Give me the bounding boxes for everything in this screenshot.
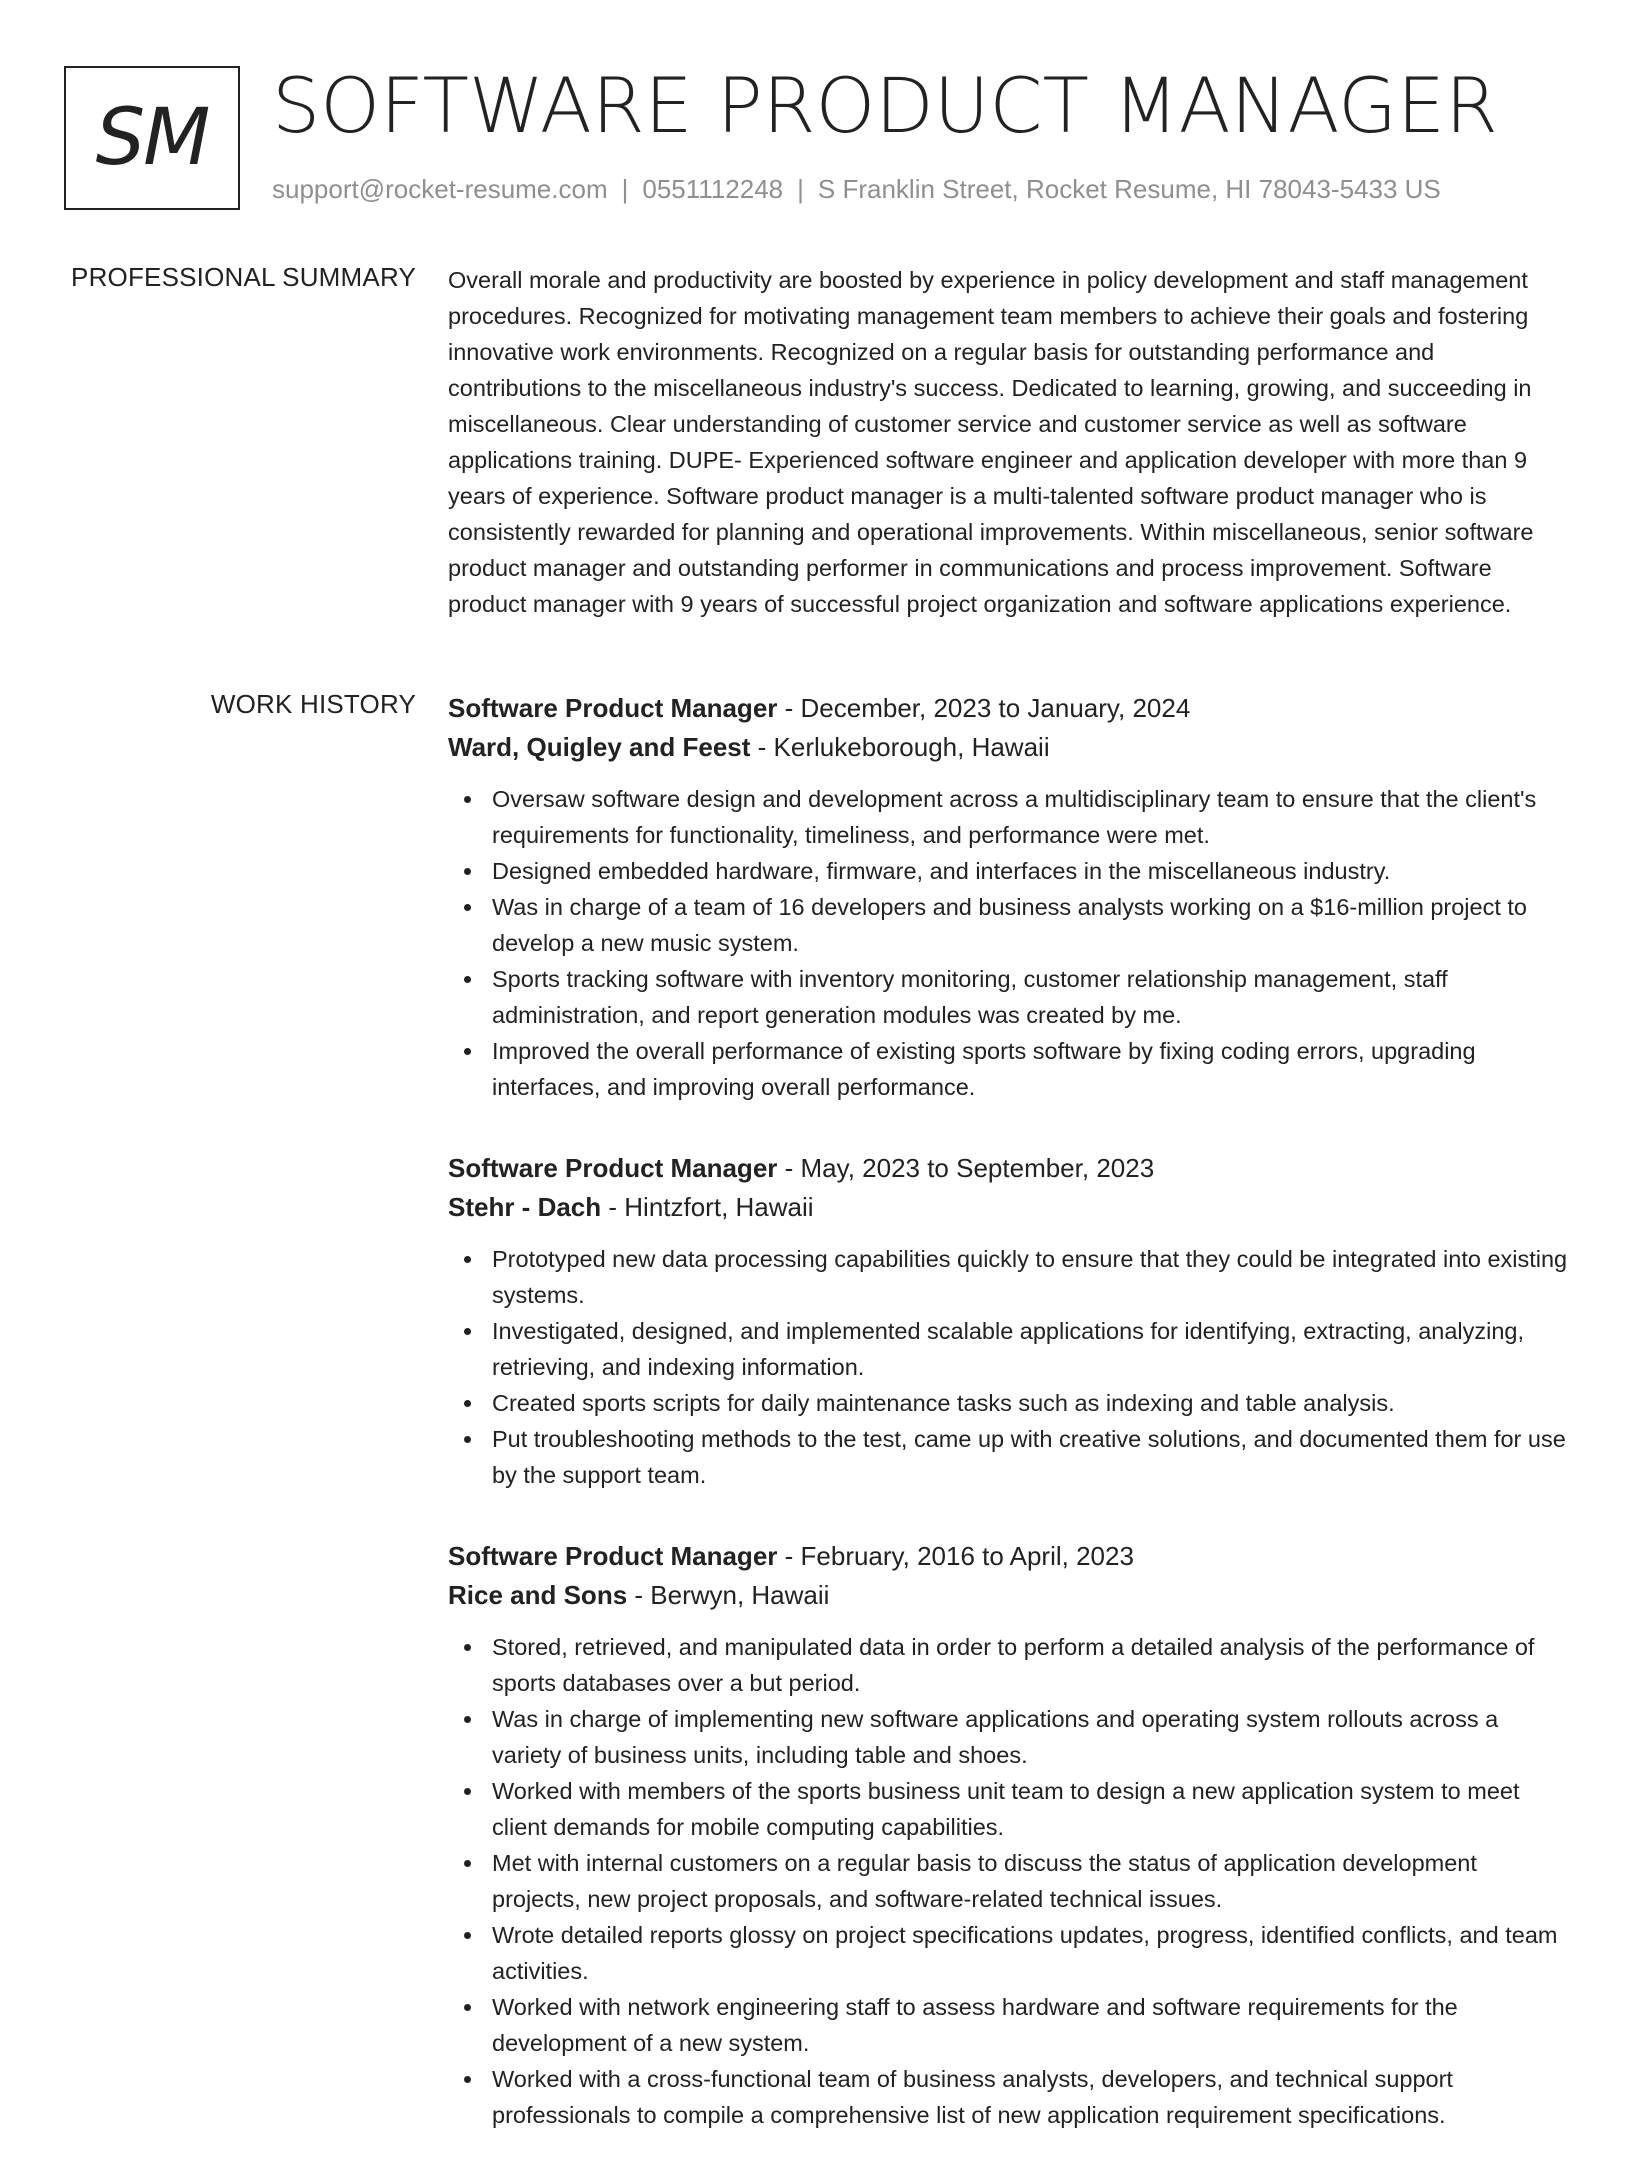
job-dates: - May, 2023 to September, 2023 bbox=[777, 1153, 1155, 1183]
job-bullet: Created sports scripts for daily maintenance tasks such as indexing and table analysis. bbox=[448, 1385, 1572, 1421]
contact-separator: | bbox=[797, 174, 804, 204]
job-company-line bbox=[448, 728, 1572, 767]
job-bullet-list bbox=[448, 781, 1572, 1105]
job-location: - Kerlukeborough, Hawaii bbox=[750, 732, 1050, 762]
job-company: Stehr - Dach bbox=[448, 1192, 602, 1222]
job-title: Software Product Manager bbox=[448, 1541, 778, 1571]
job-entry bbox=[448, 1149, 1572, 1493]
monogram-logo: SM bbox=[64, 66, 240, 210]
job-bullet: Worked with members of the sports business unit team to design a new application system to meet client demands for mobile computing capabilities. bbox=[448, 1773, 1572, 1845]
job-bullet: Wrote detailed reports glossy on project specifications updates, progress, identified conflicts, and team activities. bbox=[448, 1917, 1572, 1989]
section-label-summary: PROFESSIONAL SUMMARY bbox=[71, 262, 416, 292]
contact-phone[interactable]: 0551112248 bbox=[642, 174, 784, 204]
job-entry bbox=[448, 689, 1572, 1105]
job-dates: - December, 2023 to January, 2024 bbox=[777, 693, 1191, 723]
job-bullet: Designed embedded hardware, firmware, and interfaces in the miscellaneous industry. bbox=[448, 853, 1572, 889]
job-title: Software Product Manager bbox=[448, 1153, 778, 1183]
job-company: Rice and Sons bbox=[448, 1580, 628, 1610]
job-location: - Berwyn, Hawaii bbox=[627, 1580, 830, 1610]
job-bullet: Worked with a cross-functional team of business analysts, developers, and technical support professionals to compile a comprehensive list of new application requirement specifications. bbox=[448, 2061, 1572, 2133]
job-company-line bbox=[448, 1188, 1572, 1227]
job-location: - Hintzfort, Hawaii bbox=[601, 1192, 814, 1222]
job-bullet: Oversaw software design and development across a multidisciplinary team to ensure that the client's requirements for functionality, timeliness, and performance were met. bbox=[448, 781, 1572, 853]
contact-line bbox=[272, 174, 1441, 205]
job-title: Software Product Manager bbox=[448, 693, 778, 723]
job-bullet: Met with internal customers on a regular basis to discuss the status of application development projects, new project proposals, and software-related technical issues. bbox=[448, 1845, 1572, 1917]
section-label-work: WORK HISTORY bbox=[210, 689, 416, 719]
summary-body bbox=[448, 262, 1572, 622]
job-bullet-list bbox=[448, 1629, 1572, 2133]
job-bullet: Was in charge of a team of 16 developers and business analysts working on a $16-million project to develop a new music system. bbox=[448, 889, 1572, 961]
job-bullet: Prototyped new data processing capabilities quickly to ensure that they could be integrated into existing systems. bbox=[448, 1241, 1572, 1313]
job-title-line bbox=[448, 1537, 1572, 1576]
contact-email[interactable]: support@rocket-resume.com bbox=[272, 174, 608, 204]
work-body bbox=[448, 689, 1572, 2177]
resume-header bbox=[64, 61, 1584, 210]
job-entry bbox=[448, 1537, 1572, 2133]
job-bullet: Was in charge of implementing new software applications and operating system rollouts across a variety of business units, including table and shoes. bbox=[448, 1701, 1572, 1773]
candidate-name: SOFTWARE PRODUCT MANAGER bbox=[272, 61, 1498, 150]
contact-separator: | bbox=[621, 174, 629, 204]
job-bullet-list bbox=[448, 1241, 1572, 1493]
job-title-line bbox=[448, 1149, 1572, 1188]
contact-address: S Franklin Street, Rocket Resume, HI 78043-5433 US bbox=[817, 174, 1441, 204]
job-company: Ward, Quigley and Feest bbox=[448, 732, 751, 762]
job-company-line bbox=[448, 1576, 1572, 1615]
job-bullet: Investigated, designed, and implemented scalable applications for identifying, extracting, analyzing, retrieving, and indexing information. bbox=[448, 1313, 1572, 1385]
job-bullet: Put troubleshooting methods to the test, came up with creative solutions, and documented them for use by the support team. bbox=[448, 1421, 1572, 1493]
job-bullet: Sports tracking software with inventory monitoring, customer relationship management, staff administration, and report generation modules was created by me. bbox=[448, 961, 1572, 1033]
summary-paragraph: Overall morale and productivity are boosted by experience in policy development and staff management procedures. Recognized for motivating management team members to achieve their goals and fostering innovative work environments. Recognized on a regular basis for outstanding performance and contributions to the miscellaneous industry's success. Dedicated to learning, growing, and succeeding in miscellaneous. Clear understanding of customer service and customer service as well as software applications training. DUPE- Experienced software engineer and application developer with more than 9 years of experience. Software product manager is a multi-talented software product manager who is consistently rewarded for planning and operational improvements. Within miscellaneous, senior software product manager and outstanding performer in communications and process improvement. Software product manager with 9 years of successful project organization and software applications experience. bbox=[448, 267, 1534, 617]
job-dates: - February, 2016 to April, 2023 bbox=[777, 1541, 1134, 1571]
job-bullet: Stored, retrieved, and manipulated data in order to perform a detailed analysis of the performance of sports databases over a but period. bbox=[448, 1629, 1572, 1701]
job-bullet: Improved the overall performance of existing sports software by fixing coding errors, upgrading interfaces, and improving overall performance. bbox=[448, 1033, 1572, 1105]
job-bullet: Worked with network engineering staff to assess hardware and software requirements for the development of a new system. bbox=[448, 1989, 1572, 2061]
job-title-line bbox=[448, 689, 1572, 728]
